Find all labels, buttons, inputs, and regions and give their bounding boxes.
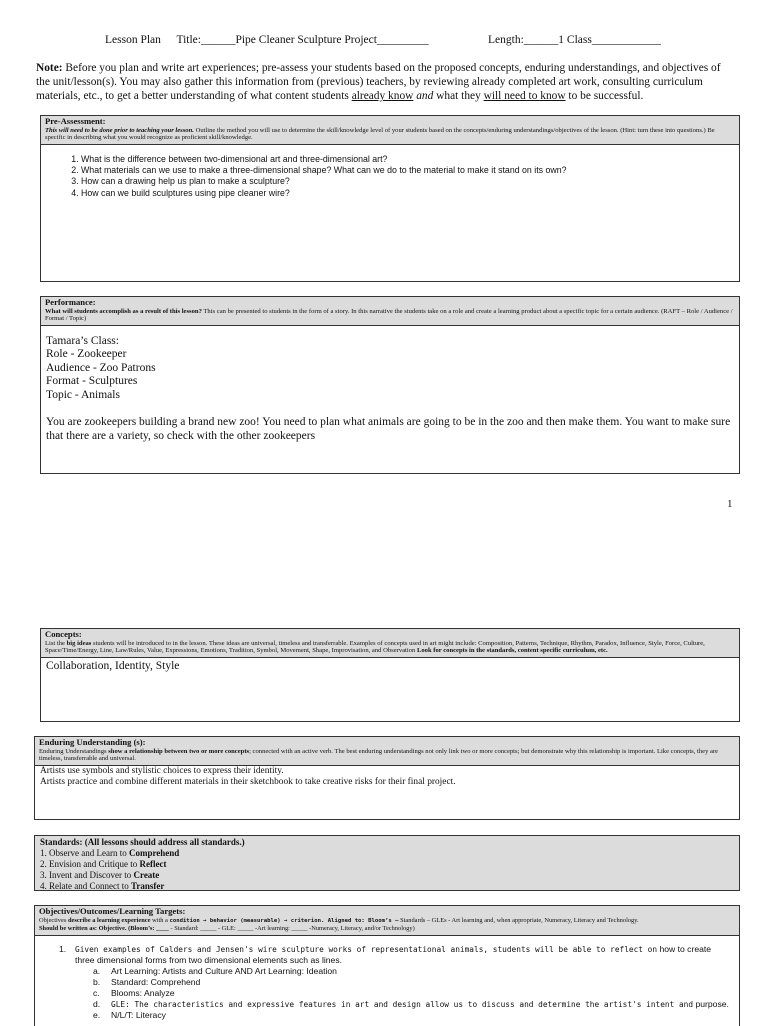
enduring-header [35,737,739,766]
objectives-description: Objectives describe a learning experience with a condition → behavior (measurable) → criterion. Aligned to: Bloom’s – Standards – GLEs - Art learning and, when appropriate, Numeracy, Literacy and Technology. [39,916,639,924]
concepts-section [40,628,740,722]
enduring-line: Artists practice and combine different materials in their sketchbook to take creative risks for their final project. [40,776,456,787]
concepts-description: List the big ideas students will be introduced to in the lesson. These ideas are universal, timeless and transferrable. Examples of concepts used in art might include: Composition, Patterns, Technique, Rhythm, Paradox, Influence, Style, Force, Culture, Space/Time/Energy, Line, Law/Rules, Value, Expressions, Emotions, Tradition, Symbol, Movement, Shape, Improvisation, and Observation Look for concepts in the standards, content specific curriculum, etc. [45,639,705,655]
standards-section [34,835,740,891]
enduring-description: Enduring Understandings show a relationship between two or more concepts; connected with an active verb. The best enduring understandings not only link two or more concepts; but demonstrate why this relationship is important. Like concepts, they are timeless, transferrable and universal. [39,747,719,763]
objectives-header [35,906,739,936]
class-label: Tamara’s Class: [46,334,119,347]
list-item: 4. How can we build sculptures using pipe cleaner wire? [81,188,739,199]
list-item: 1. What is the difference between two-dimensional art and three-dimensional art? [81,154,739,165]
raft-topic: Topic - Animals [46,388,120,401]
pre-assessment-questions [41,154,739,199]
performance-description: What will students accomplish as a result of this lesson? This can be presented to students in the form of a story. In this narrative the students take on a role and create a learning product about a specific topic for a certain audience. (RAFT – Role / Audience / Format / Topic) [45,307,733,323]
performance-title: Performance: [45,297,96,307]
enduring-line: Artists use symbols and stylistic choices to express their identity. [40,765,284,776]
list-item: 3. How can a drawing help us plan to make a sculpture? [81,176,739,187]
pre-assessment-header [41,116,739,145]
objective-subitems [75,966,731,1021]
performance-section [40,296,740,474]
lesson-plan-label: Lesson Plan [105,34,161,46]
note-label: Note: [36,62,63,74]
pre-assessment-description: This will need to be done prior to teaching your lesson. Outline the method you will use to determine the skill/knowledge level of your students based on the concepts/enduring understandings/objectives of the lesson. (Hint: turn these into questions.) Be specific in describing what you would recognize as proficient skill/knowledge. [45,126,715,142]
list-item: a. Art Learning: Artists and Culture AND Art Learning: Ideation [93,965,337,976]
enduring-understanding-section [34,736,740,820]
objectives-format: Should be written as: Objective. (Bloom’s: ____ - Standard: _____ - GLE: _____ -Art learning: _____ -Numeracy, Literacy, and/or Technology) [39,925,415,933]
concepts-title: Concepts: [45,629,82,639]
standard-item: 1. Observe and Learn to Comprehend [40,848,180,858]
raft-format: Format - Sculptures [46,375,138,388]
list-item: 2. What materials can we use to make a three-dimensional shape? What can we do to the material to make it stand on its own? [81,165,739,176]
enduring-content [35,766,739,788]
standards-title: Standards: (All lessons should address all standards.) [40,837,245,847]
performance-content [41,326,739,444]
raft-audience: Audience - Zoo Patrons [46,361,156,374]
pre-assessment-section [40,115,740,282]
page-number: 1 [727,498,733,510]
list-item: b. Standard: Comprehend [93,976,201,987]
standard-item: 4. Relate and Connect to Transfer [40,881,165,891]
objectives-title: Objectives/Outcomes/Learning Targets: [39,906,186,916]
lesson-title: Title:______Pipe Cleaner Sculpture Project_________ [176,34,429,46]
pre-assessment-title: Pre-Assessment: [45,116,106,126]
standard-item: 3. Invent and Discover to Create [40,870,160,880]
objectives-content [35,936,739,1021]
standard-item: 2. Envision and Critique to Reflect [40,859,167,869]
objectives-section [34,905,740,1026]
concepts-header [41,629,739,658]
list-item: d. GLE: The characteristics and expressive features in art and design allow us to discuss and determine the artist's intent and purpose. [93,998,729,1009]
concepts-content: Collaboration, Identity, Style [46,659,180,672]
note-paragraph: Note: Before you plan and write art experiences; pre-assess your students based on the proposed concepts, enduring understandings, and objectives of the unit/lesson(s). You may also gather this information from (previous) teachers, by reviewing already completed art work, consulting curriculum materials, etc., to get a better understanding of what content students already know and what they will need to know to be successful. [36,62,721,102]
lesson-length: Length:______1 Class____________ [488,34,661,46]
list-item: e. N/L/T: Literacy [93,1009,166,1020]
objective-item: 1. Given examples of Calders and Jensen's wire sculpture works of representational animals, students will be able to reflect on how to create three dimensional forms from two dimensional elements such as lines. [59,943,712,965]
raft-role: Role - Zookeeper [46,348,127,361]
enduring-title: Enduring Understanding (s): [39,737,146,747]
title-line [105,34,429,46]
performance-header [41,297,739,326]
performance-story: You are zookeepers building a brand new zoo! You need to plan what animals are going to be in the zoo and then make them. You want to make sure that there are a variety, so check with the other zookeepers [46,416,731,442]
list-item: c. Blooms: Analyze [93,987,175,998]
